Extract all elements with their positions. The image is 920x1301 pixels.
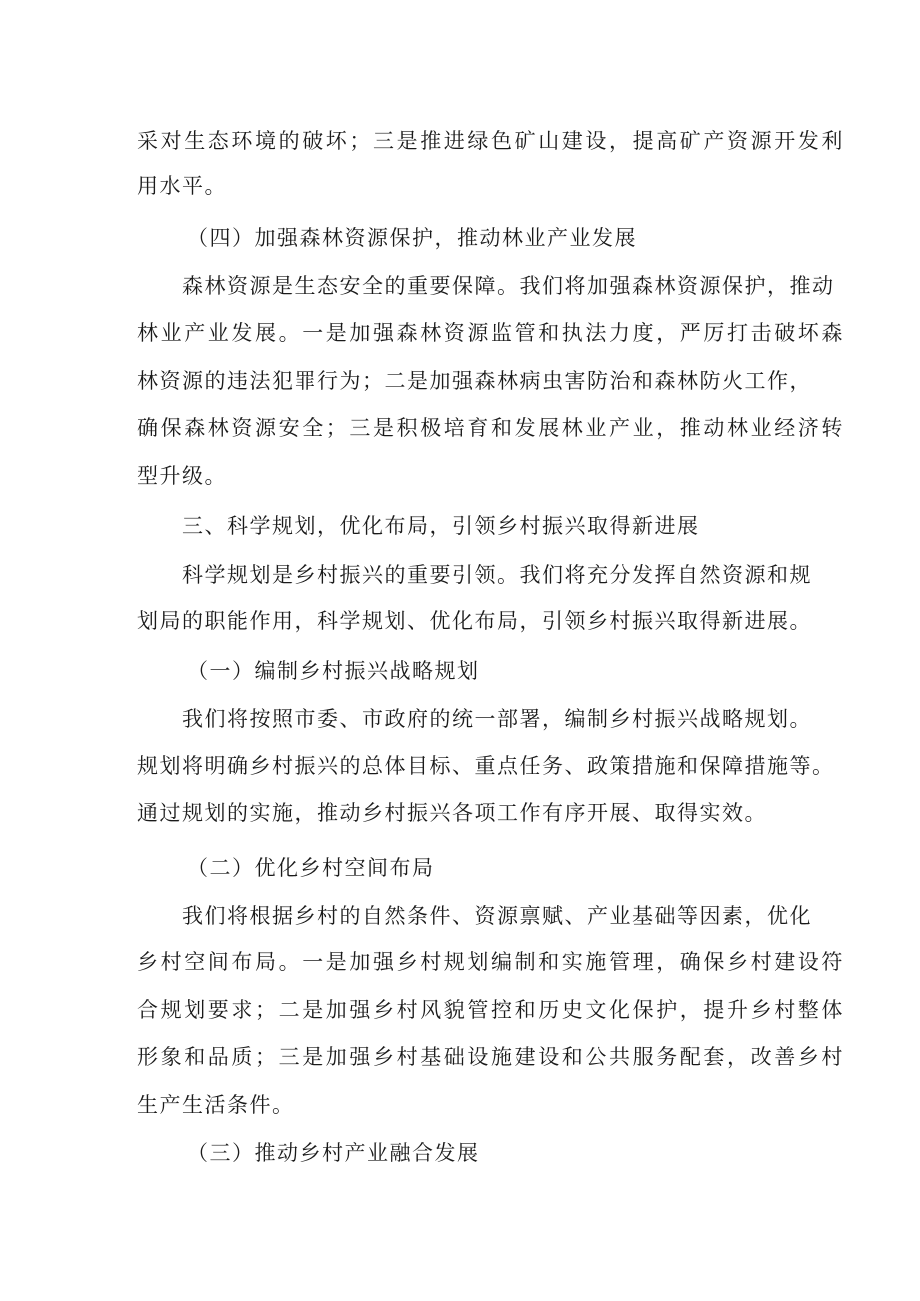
- subsection-heading: （二）优化乡村空间布局: [187, 856, 435, 880]
- body-text-line: 规划将明确乡村振兴的总体目标、重点任务、政策措施和保障措施等。: [137, 754, 835, 778]
- body-text-line: 林资源的违法犯罪行为；二是加强森林病虫害防治和森林防火工作，: [137, 369, 812, 393]
- body-text-line: 用水平。: [137, 174, 227, 198]
- body-text-line: 我们将按照市委、市政府的统一部署，编制乡村振兴战略规划。: [182, 707, 812, 731]
- section-heading: 三、科学规划，优化布局，引领乡村振兴取得新进展: [182, 514, 700, 538]
- body-text-line: 科学规划是乡村振兴的重要引领。我们将充分发挥自然资源和规: [182, 563, 812, 587]
- body-text-line: 我们将根据乡村的自然条件、资源禀赋、产业基础等因素，优化: [182, 904, 812, 928]
- subsection-heading: （四）加强森林资源保护，推动林业产业发展: [187, 226, 637, 250]
- body-text-line: 划局的职能作用，科学规划、优化布局，引领乡村振兴取得新进展。: [137, 609, 812, 633]
- body-text-line: 合规划要求；二是加强乡村风貌管控和历史文化保护，提升乡村整体: [137, 998, 845, 1022]
- body-text-line: 形象和品质；三是加强乡村基础设施建设和公共服务配套，改善乡村: [137, 1045, 845, 1069]
- body-text-line: 采对生态环境的破坏；三是推进绿色矿山建设，提高矿产资源开发利: [137, 129, 845, 153]
- body-text-line: 林业产业发展。一是加强森林资源监管和执法力度，严厉打击破坏森: [137, 321, 845, 345]
- subsection-heading: （三）推动乡村产业融合发展: [187, 1141, 480, 1165]
- body-text-line: 通过规划的实施，推动乡村振兴各项工作有序开展、取得实效。: [137, 801, 767, 825]
- subsection-heading: （一）编制乡村振兴战略规划: [187, 659, 480, 683]
- body-text-line: 型升级。: [137, 464, 227, 488]
- body-text-line: 确保森林资源安全；三是积极培育和发展林业产业，推动林业经济转: [137, 416, 845, 440]
- body-text-line: 乡村空间布局。一是加强乡村规划编制和实施管理，确保乡村建设符: [137, 950, 845, 974]
- body-text-line: 森林资源是生态安全的重要保障。我们将加强森林资源保护，推动: [182, 274, 835, 298]
- body-text-line: 生产生活条件。: [137, 1093, 295, 1117]
